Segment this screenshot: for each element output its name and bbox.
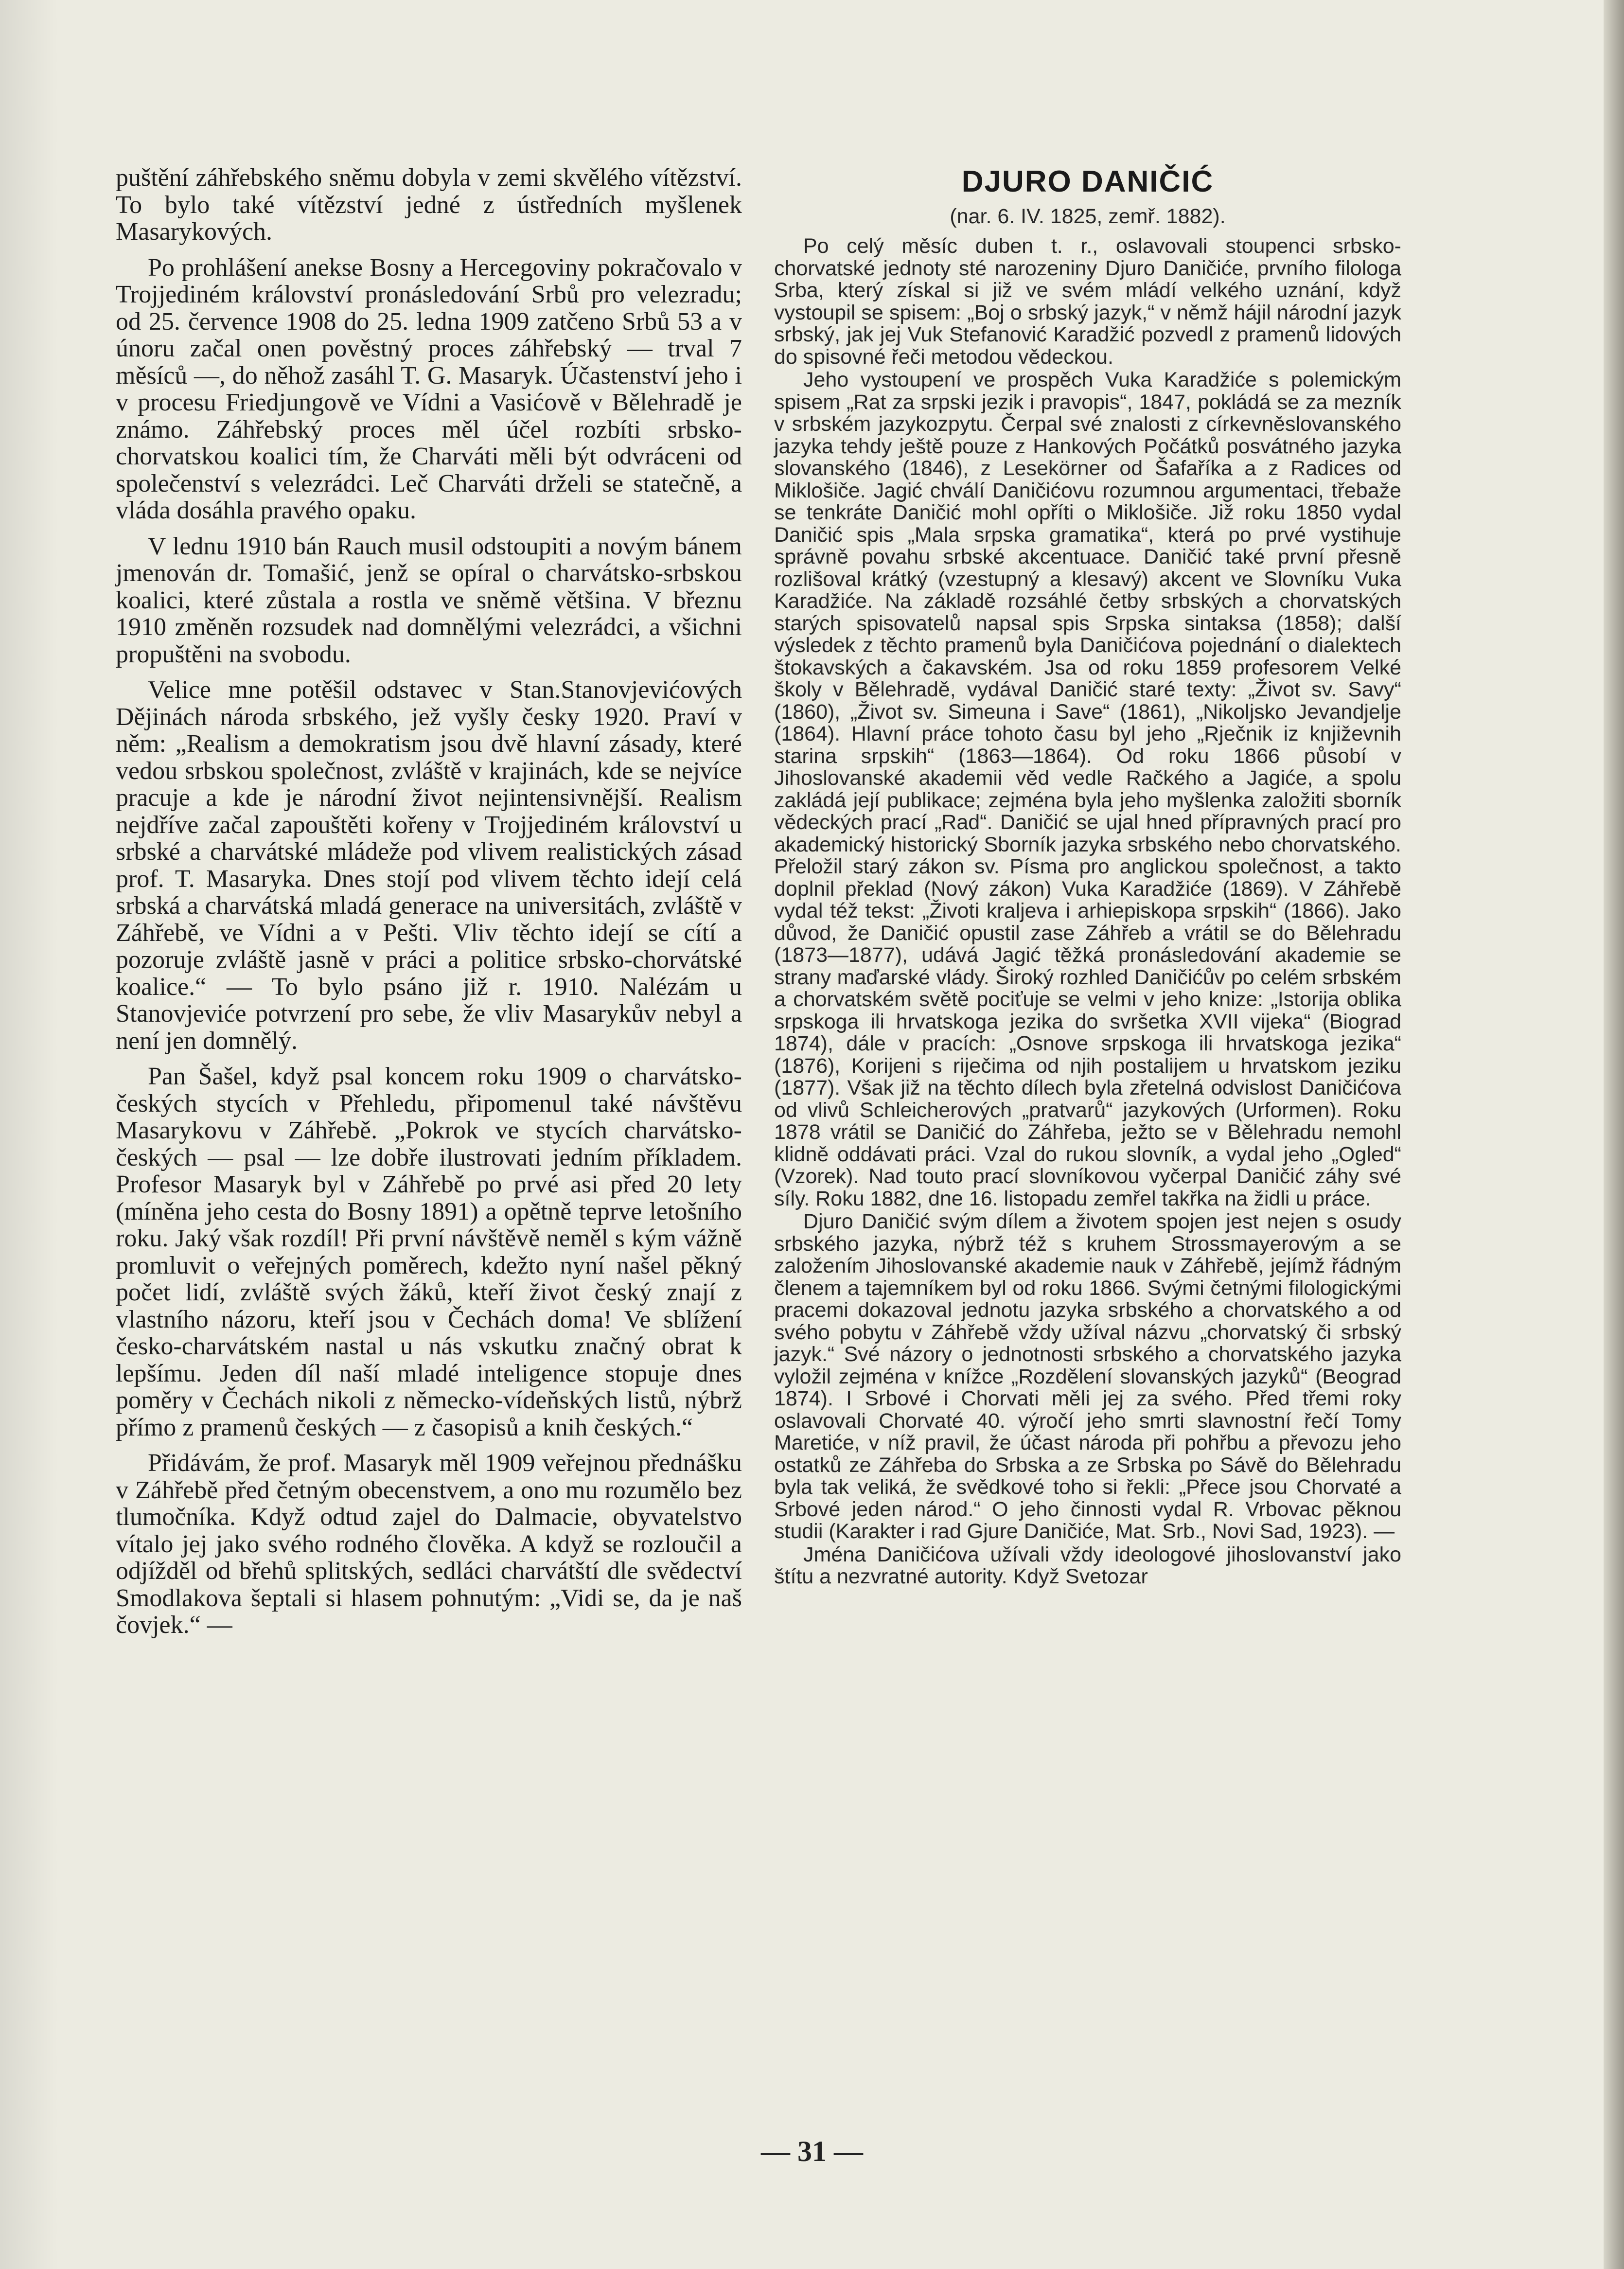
paragraph: Jména Daničićova užívali vždy ideologové jihoslovanství jako štítu a nezvratné autority. Když Svetozar [774,1542,1401,1588]
article-subtitle: (nar. 6. IV. 1825, zemř. 1882). [950,205,1226,228]
paragraph: Po celý měsíc duben t. r., oslavovali stoupenci srbsko-chorvatské jednoty sté narozeniny Djuro Daničiće, prvního filologa Srba, který získal si již ve svém mládí velkého uznání, když vystoupil se spisem: „Boj o srbský jazyk,“ v němž hájil národní jazyk srbský, jak jej Vuk Stefanović Karadžić pozvedl z pramenů lidových do spisovné řeči metodou vědeckou. [774,234,1401,369]
paragraph: V lednu 1910 bán Rauch musil odstoupiti a novým bánem jmenován dr. Tomašić, jenž se opíral o charvátsko-srbskou koalici, které zůstala a rostla ve sněmě většina. V březnu 1910 změněn rozsudek nad domnělými velezrádci, a všichni propuštěni na svobodu. [116,532,742,668]
article-title: DJURO DANIČIĆ [961,165,1214,198]
paragraph: Přidávám, že prof. Masaryk měl 1909 veřejnou přednášku v Záhřebě před četným obecenstvem, a ono mu rozumělo bez tlumočníka. Když odtud zajel do Dalmacie, obyvatelstvo vítalo jej jako svého rodného člověka. A když se rozloučil a odjížděl od břehů splitských, sedláci charvátští dle svědectví Smodlakova šeptali si hlasem pohnutým: „Vidi se, da je naš čovjek.“ — [116,1449,742,1639]
right-column [774,164,1401,1588]
paragraph: puštění záhřebského sněmu dobyla v zemi skvělého vítězství. To bylo také vítězství jedné z ústředních myšlenek Masarykových. [116,164,742,246]
page-number: — 31 — [761,2135,863,2167]
paragraph: Po prohlášení anekse Bosny a Hercegoviny pokračovalo v Trojjediném království pronásledování Srbů pro velezradu; od 25. července 1908 do 25. ledna 1909 zatčeno Srbů 53 a v únoru začal onen pověstný proces záhřebský — trval 7 měsíců —, do něhož zasáhl T. G. Masaryk. Účastenství jeho i v procesu Friedjungově ve Vídni a Vasićově v Bělehradě je známo. Záhřebský proces měl účel rozbíti srbsko-chorvatskou koalici tím, že Charváti měli být odvráceni od společenství s velezrádci. Leč Charváti drželi se statečně, a vláda dosáhla pravého opaku. [116,253,742,524]
paragraph: Velice mne potěšil odstavec v Stan.Stanovjevićových Dějinách národa srbského, jež vyšly česky 1920. Praví v něm: „Realism a demokratism jsou dvě hlavní zásady, které vedou srbskou společnost, zvláště v krajinách, kde se nejvíce pracuje a kde je národní život nejintensivnější. Realism nejdříve začal zapouštěti kořeny v Trojjediném království u srbské a charvátské mládeže pod vlivem realistických zásad prof. T. Masaryka. Dnes stojí pod vlivem těchto idejí celá srbská a charvátská mladá generace na universitách, zvláště v Záhřebě, ve Vídni a v Pešti. Vliv těchto idejí se cítí a pozoruje zvláště jasně v práci a politice srbsko-chorvátské koalice.“ — To bylo psáno již r. 1910. Nalézám u Stanovjeviće potvrzení pro sebe, že vliv Masarykův nebyl a není jen domnělý. [116,676,742,1055]
paragraph: Jeho vystoupení ve prospěch Vuka Karadžiće s polemickým spisem „Rat za srpski jezik i pravopis“, 1847, pokládá se za mezník v srbském jazykozpytu. Čerpal své znalosti z církevněslovanského jazyka tehdy ještě pouze z Hankových Počátků posvátného jazyka slovanského (1846), z Lesekörner od Šafaříka a z Radices od Miklošiče. Jagić chválí Daničićovu rozumnou argumentaci, třebaže se tenkráte Daničić mohl opříti o Miklošiče. Již roku 1850 vydal Daničić spis „Mala srpska gramatika“, která po prvé vystihuje správně povahu srbské akcentuace. Daničić také první přesně rozlišoval krátký (vzestupný a klesavý) akcent ve Slovníku Vuka Karadžiće. Na základě rozsáhlé četby srbských a chorvatských starých spisovatelů napsal spis Srpska sintaksa (1858); další výsledek z těchto pramenů byla Daničićova pojednání o dialektech štokavských a čakavském. Jsa od roku 1859 profesorem Velké školy v Bělehradě, vydával Daničić staré texty: „Život sv. Savy“ (1860), „Život sv. Simeuna i Save“ (1861), „Nikoljsko Jevandjelje (1864). Hlavní práce tohoto času byl jeho „Rječnik iz književnih starina srpskih“ (1863—1864). Od roku 1866 působí v Jihoslovanské akademii věd vedle Račkého a Jagiće, a spolu zakládá její publikace; zejména byla jeho myšlenka založiti sborník vědeckých prací „Rad“. Daničić se ujal hned přípravných prací pro akademický historický Sborník jazyka srbského nebo chorvatského. Přeložil starý zákon sv. Písma pro anglickou společnost, a takto doplnil překlad (Nový zákon) Vuka Karadžiće (1869). V Záhřebě vydal též tekst: „Životi kraljeva i arhiepiskopa srpskih“ (1866). Jako důvod, že Daničić opustil zase Záhřeb a vrátil se do Bělehradu (1873—1877), udává Jagić těžká pronásledování akademie se strany maďarské vlády. Široký rozhled Daničićův po celém srbském a chorvatském světě pociťuje se velmi v jeho knize: „Istorija oblika srpskoga ili hrvatskoga jezika do svršetka XVII vijeka“ (Biograd 1874), dále v pracích: „Osnove srpskoga ili hrvatskoga jezika“ (1876), Korijeni s riječima od njih postalijem u hrvatskom jeziku (1877). Však již na těchto dílech byla zřetelná odvislost Daničićova od vlivů Schleicherových „pratvarů“ jazykových (Urformen). Roku 1878 vrátil se Daničić do Záhřeba, ježto se v Bělehradu nemohl klidně oddávati práci. Vzal do rukou slovník, a vydal jeho „Ogled“ (Vzorek). Nad touto prací slovníkovou vyčerpal Daničić záhy své síly. Roku 1882, dne 16. listopadu zemřel takřka na židli u práce. [774,368,1401,1210]
left-column [116,164,742,1639]
paragraph: Pan Šašel, když psal koncem roku 1909 o charvátsko-českých stycích v Přehledu, připomenul také návštěvu Masarykovu v Záhřebě. „Pokrok ve stycích charvátsko-českých — psal — lze dobře ilustrovati jedním příkladem. Profesor Masaryk byl v Záhřebě po prvé asi před 20 lety (míněna jeho cesta do Bosny 1891) a opětně teprve letošního roku. Jaký však rozdíl! Při první návštěvě neměl s kým vážně promluvit o veřejných poměrech, kdežto nyní našel pěkný počet lidí, zvláště svých žáků, kteří život český znají z vlastního názoru, kteří jsou v Čechách doma! Ve sblížení česko-charvátském nastal u nás vskutku značný obrat k lepšímu. Jeden díl naší mladé inteligence stopuje dnes poměry v Čechách nikoli z německo-vídeňských listů, nýbrž přímo z pramenů českých — z časopisů a knih českých.“ [116,1063,742,1441]
page-fold-shadow [0,0,58,2269]
paragraph: Djuro Daničić svým dílem a životem spojen jest nejen s osudy srbského jazyka, nýbrž též s kruhem Strossmayerovým a se založením Jihoslovanské akademie nauk v Záhřebě, jejímž řádným členem a tajemníkem byl od roku 1866. Svými četnými filologickými pracemi dokazoval jednotu jazyka srbského a chorvatského a od svého pobytu v Záhřebě vždy užíval názvu „chorvatský či srbský jazyk.“ Své názory o jednotnosti srbského a chorvatského jazyka vyložil zejména v knížce „Rozdělení slovanských jazyků“ (Beograd 1874). I Srbové i Chorvati měli jej za svého. Před třemi roky oslavovali Chorvaté 40. výročí jeho smrti slavnostní řečí Tomy Maretiće, v níž pravil, že účast národa při pohřbu a převozu jeho ostatků ze Záhřeba do Srbska a ze Srbska po Sávě do Bělehradu byla tak veliká, že svědkové toho si řekli: „Přece jsou Chorvaté a Srbové jeden národ.“ O jeho činnosti vydal R. Vrbovac pěknou studii (Karakter i rad Gjure Daničiće, Mat. Srb., Novi Sad, 1923). — [774,1210,1401,1543]
page-edge [1604,0,1624,2269]
